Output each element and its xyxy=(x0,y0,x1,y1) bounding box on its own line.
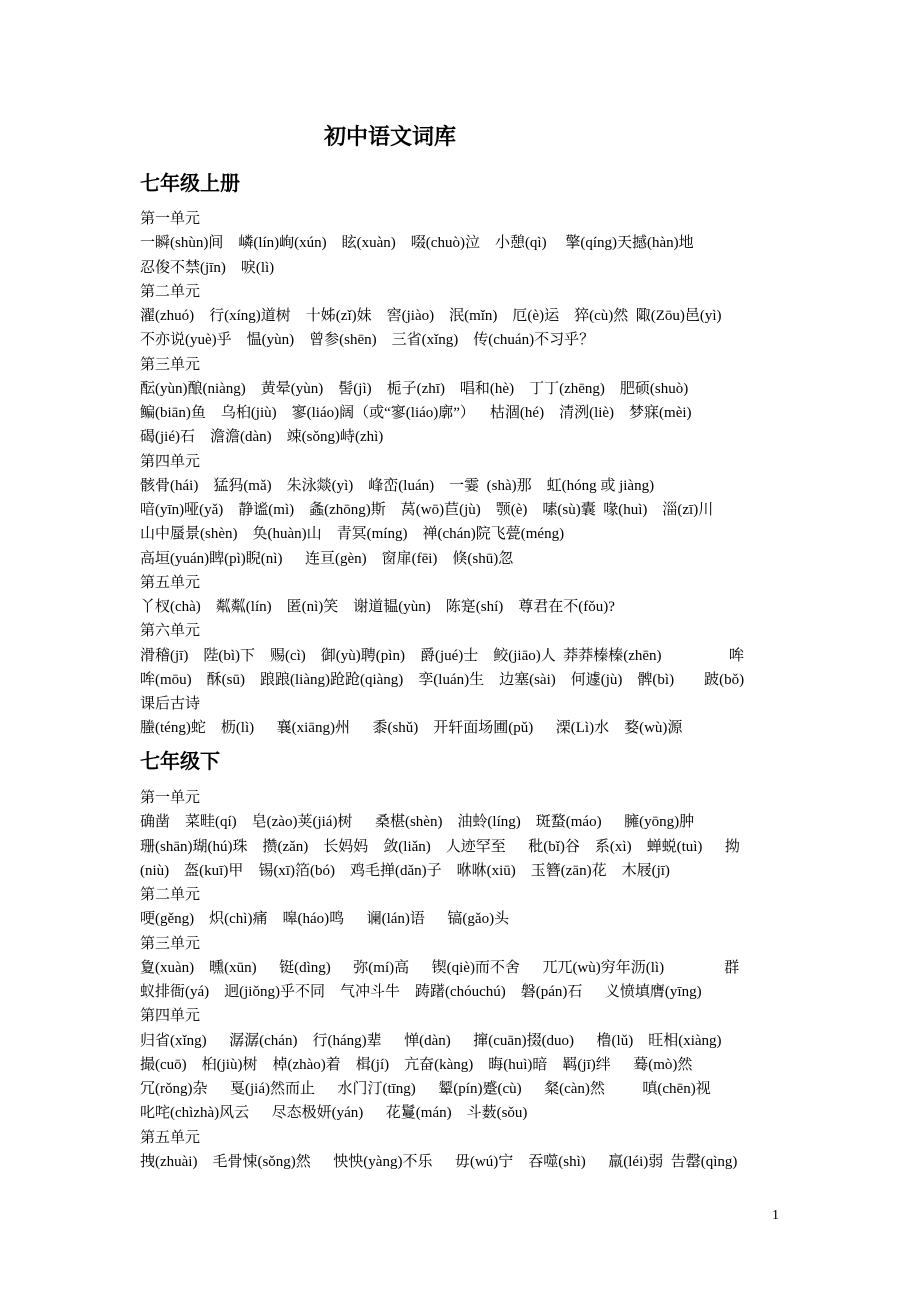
unit-heading: 第二单元 xyxy=(140,283,201,300)
unit-heading: 第六单元 xyxy=(140,623,201,640)
vocab-line: 高垣(yuán)睥(pì)睨(nì) 连亘(gèn) 窗扉(fēi) 倏(shū)忽 xyxy=(140,550,514,567)
vocab-line: 酝(yùn)酿(niàng) 黄晕(yùn) 髻(jì) 栀子(zhī) 唱和(hè) 丁丁(zhēng) 肥硕(shuò) xyxy=(140,380,689,397)
vocab-line: 一瞬(shùn)间 嶙(lín)峋(xún) 眩(xuàn) 啜(chuò)泣 小憩(qì) 擎(qíng)天撼(hàn)地 xyxy=(140,235,694,252)
vocab-line: 碣(jié)石 澹澹(dàn) 竦(sǒng)峙(zhì) xyxy=(140,429,384,446)
vocab-list-7b xyxy=(140,786,740,1174)
grade-heading-7a: 七年级上册 xyxy=(140,173,240,195)
unit-heading: 第一单元 xyxy=(140,790,201,806)
vocab-line: 山中蜃景(shèn) 奂(huàn)山 青冥(míng) 禅(chán)院飞甍(méng) xyxy=(140,526,565,543)
vocab-line: 确凿 菜畦(qí) 皂(zào)荚(jiá)树 桑椹(shèn) 油蛉(líng) 斑蝥(máo) 臃(yōng)肿 xyxy=(140,814,695,831)
unit-heading: 第五单元 xyxy=(140,1129,201,1146)
vocab-line: 喑(yīn)哑(yǎ) 静谧(mì) 螽(zhōng)斯 莴(wō)苣(jù) 颚(è) 嗉(sù)囊 喙(huì) 淄(zī)川 xyxy=(140,502,714,518)
vocab-line: 鳊(biān)鱼 乌桕(jiù) 寥(liáo)阔（或“寥(liáo)廓”） 枯涸(hé) 清洌(liè) 梦寐(mèi) xyxy=(140,405,692,421)
document-title: 初中语文词库 xyxy=(323,124,456,149)
unit-heading: 第四单元 xyxy=(140,1008,201,1025)
vocab-line: 冗(rǒng)杂 戛(jiá)然而止 水门汀(tīng) 颦(pín)蹙(cù) 粲(càn)然 嗔(chēn)视 xyxy=(140,1081,711,1097)
vocab-line: 撮(cuō) 桕(jiù)树 棹(zhào)着 楫(jí) 亢奋(kàng) 晦(huì)暗 羁(jī)绊 蓦(mò)然 xyxy=(140,1056,693,1073)
unit-heading: 第三单元 xyxy=(140,935,201,952)
vocab-line: 珊(shān)瑚(hú)珠 攒(zǎn) 长妈妈 敛(liǎn) 人迹罕至 秕(bǐ)谷 系(xì) 蝉蜕(tuì) 拗 xyxy=(140,838,740,855)
unit-heading: 第一单元 xyxy=(140,211,201,227)
vocab-line: 不亦说(yuè)乎 愠(yùn) 曾参(shēn) 三省(xǐng) 传(chuán)不习乎？ xyxy=(140,332,595,349)
vocab-line: 哞(mōu) 酥(sū) 踉踉(liàng)跄跄(qiàng) 孪(luán)生 边塞(sài) 何遽(jù) 髀(bì) 跛(bǒ) xyxy=(140,671,745,688)
unit-heading: 第五单元 xyxy=(140,574,201,591)
grade-heading-7b: 七年级下 xyxy=(140,751,220,773)
unit-heading: 课后古诗 xyxy=(140,696,201,712)
vocab-line: (niù) 盔(kuī)甲 锡(xī)箔(bó) 鸡毛掸(dǎn)子 咻咻(xiū) 玉簪(zān)花 木屐(jī) xyxy=(140,862,670,879)
vocab-line: 螣(téng)蛇 枥(lì) 襄(xiāng)州 黍(shǔ) 开轩面场圃(pǔ) 溧(Lì)水 婺(wù)源 xyxy=(140,720,683,737)
vocab-line: 叱咤(chìzhà)风云 尽态极妍(yán) 花鬘(mán) 斗薮(sǒu) xyxy=(140,1105,528,1122)
unit-heading: 第四单元 xyxy=(140,453,201,470)
vocab-line: 丫杈(chà) 粼粼(lín) 匿(nì)笑 谢道韫(yùn) 陈寔(shí) 尊君在不(fǒu)? xyxy=(140,599,615,615)
vocab-line: 骸骨(hái) 猛犸(mǎ) 朱泳燚(yì) 峰峦(luán) 一霎 (shà)那 虹(hóng 或 jiàng) xyxy=(140,477,655,494)
vocab-line: 归省(xǐng) 潺潺(chán) 行(háng)辈 惮(dàn) 撺(cuān)掇(duo) 橹(lǔ) 旺相(xiàng) xyxy=(140,1032,722,1049)
page-number: 1 xyxy=(772,1208,779,1223)
unit-heading: 第二单元 xyxy=(140,887,201,903)
vocab-line: 夐(xuàn) 曛(xūn) 铤(dìng) 弥(mí)高 锲(qiè)而不舍 兀兀(wù)穷年沥(lì) 群 xyxy=(140,959,740,976)
vocab-line: 哽(gěng) 炽(chì)痛 嗥(háo)鸣 谰(lán)语 镐(gǎo)头 xyxy=(140,911,510,928)
vocab-list-7a xyxy=(140,207,744,741)
vocab-line: 滑稽(jī) 陛(bì)下 赐(cì) 御(yù)聘(pìn) 爵(jué)士 鲛(jiāo)人 莽莽榛榛(zhēn) 哞 xyxy=(140,647,745,664)
vocab-line: 拽(zhuài) 毛骨悚(sǒng)然 怏怏(yàng)不乐 毋(wú)宁 吞噬(shì) 羸(léi)弱 告罄(qìng) xyxy=(140,1153,738,1170)
unit-heading: 第三单元 xyxy=(140,356,201,373)
vocab-line: 蚁排衙(yá) 迥(jiǒng)乎不同 气冲斗牛 踌躇(chóuchú) 磐(pán)石 义愤填膺(yīng) xyxy=(140,984,702,1000)
vocab-line: 忍俊不禁(jīn) 唳(lì) xyxy=(140,259,275,276)
vocab-line: 濯(zhuó) 行(xíng)道树 十姊(zǐ)妹 窖(jiào) 泯(mǐn) 厄(è)运 猝(cù)然 陬(Zōu)邑(yì) xyxy=(140,308,722,324)
